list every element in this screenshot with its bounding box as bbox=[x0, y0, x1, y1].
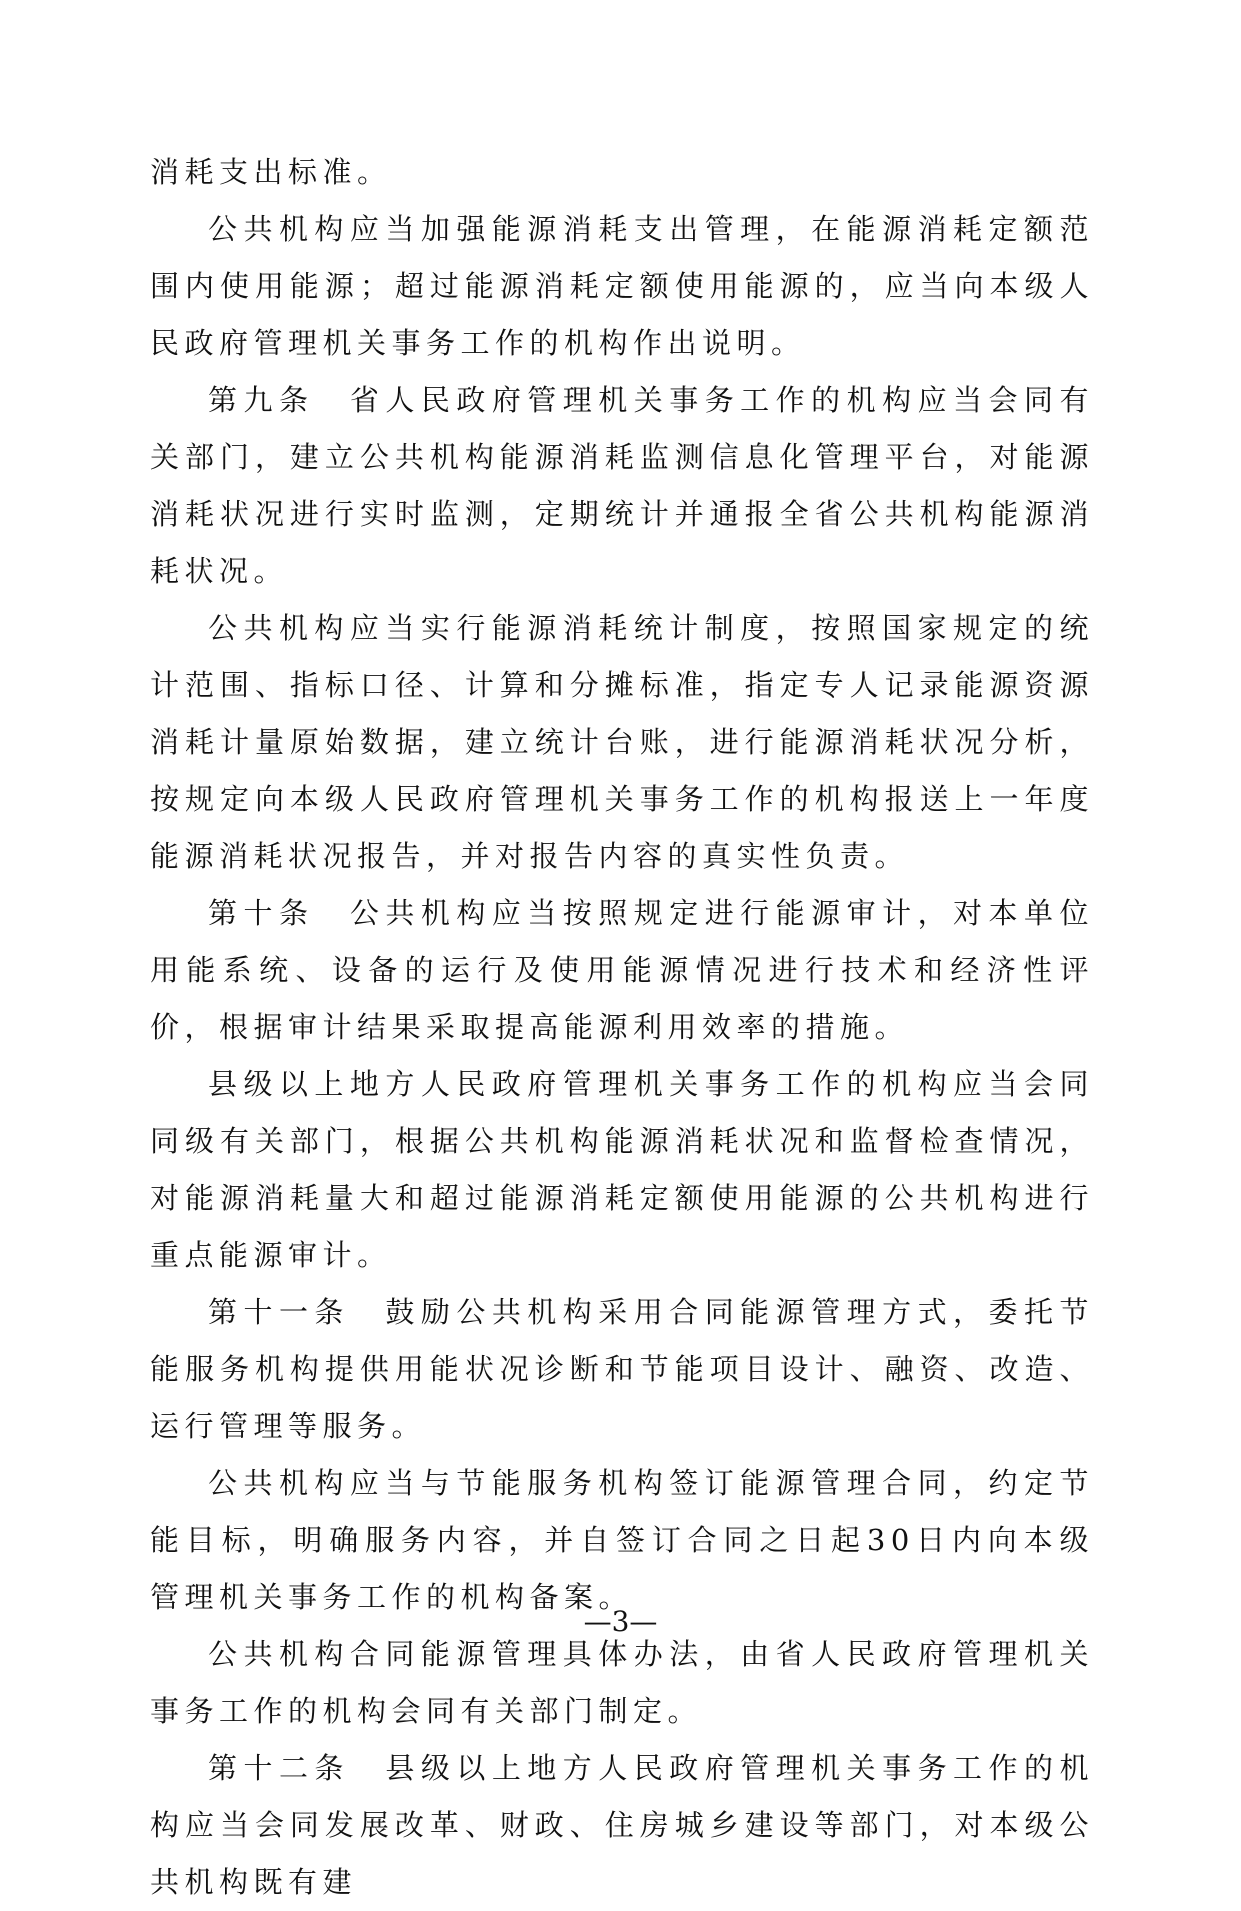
page-number: —3— bbox=[583, 1605, 658, 1638]
article-10-paragraph: 第十条 公共机构应当按照规定进行能源审计，对本单位用能系统、设备的运行及使用能源情况进行技术和经济性评价，根据审计结果采取提高能源利用效率的措施。 bbox=[150, 896, 1094, 1044]
paragraph-4: 公共机构应当实行能源消耗统计制度，按照国家规定的统计范围、指标口径、计算和分摊标准，指定专人记录能源资源消耗计量原始数据，建立统计台账，进行能源消耗状况分析，按规定向本级人民政府管理机关事务工作的机构报送上一年度能源消耗状况报告，并对报告内容的真实性负责。 bbox=[150, 611, 1094, 873]
paragraph-8: 公共机构应当与节能服务机构签订能源管理合同，约定节能目标，明确服务内容，并自签订合同之日起30日内向本级管理机关事务工作的机构备案。 bbox=[150, 1466, 1094, 1614]
paragraph-6: 县级以上地方人民政府管理机关事务工作的机构应当会同同级有关部门，根据公共机构能源消耗状况和监督检查情况，对能源消耗量大和超过能源消耗定额使用能源的公共机构进行重点能源审计。 bbox=[150, 1067, 1094, 1272]
article-9-paragraph: 第九条 省人民政府管理机关事务工作的机构应当会同有关部门，建立公共机构能源消耗监测信息化管理平台，对能源消耗状况进行实时监测，定期统计并通报全省公共机构能源消耗状况。 bbox=[150, 383, 1094, 588]
paragraph-2: 公共机构应当加强能源消耗支出管理，在能源消耗定额范围内使用能源；超过能源消耗定额使用能源的，应当向本级人民政府管理机关事务工作的机构作出说明。 bbox=[150, 212, 1094, 360]
document-body bbox=[150, 144, 1094, 1911]
paragraph-1: 消耗支出标准。 bbox=[150, 155, 392, 189]
article-11-paragraph: 第十一条 鼓励公共机构采用合同能源管理方式，委托节能服务机构提供用能状况诊断和节能项目设计、融资、改造、运行管理等服务。 bbox=[150, 1295, 1094, 1443]
paragraph-9: 公共机构合同能源管理具体办法，由省人民政府管理机关事务工作的机构会同有关部门制定。 bbox=[150, 1637, 1094, 1728]
article-12-paragraph: 第十二条 县级以上地方人民政府管理机关事务工作的机构应当会同发展改革、财政、住房城乡建设等部门，对本级公共机构既有建 bbox=[150, 1751, 1094, 1899]
